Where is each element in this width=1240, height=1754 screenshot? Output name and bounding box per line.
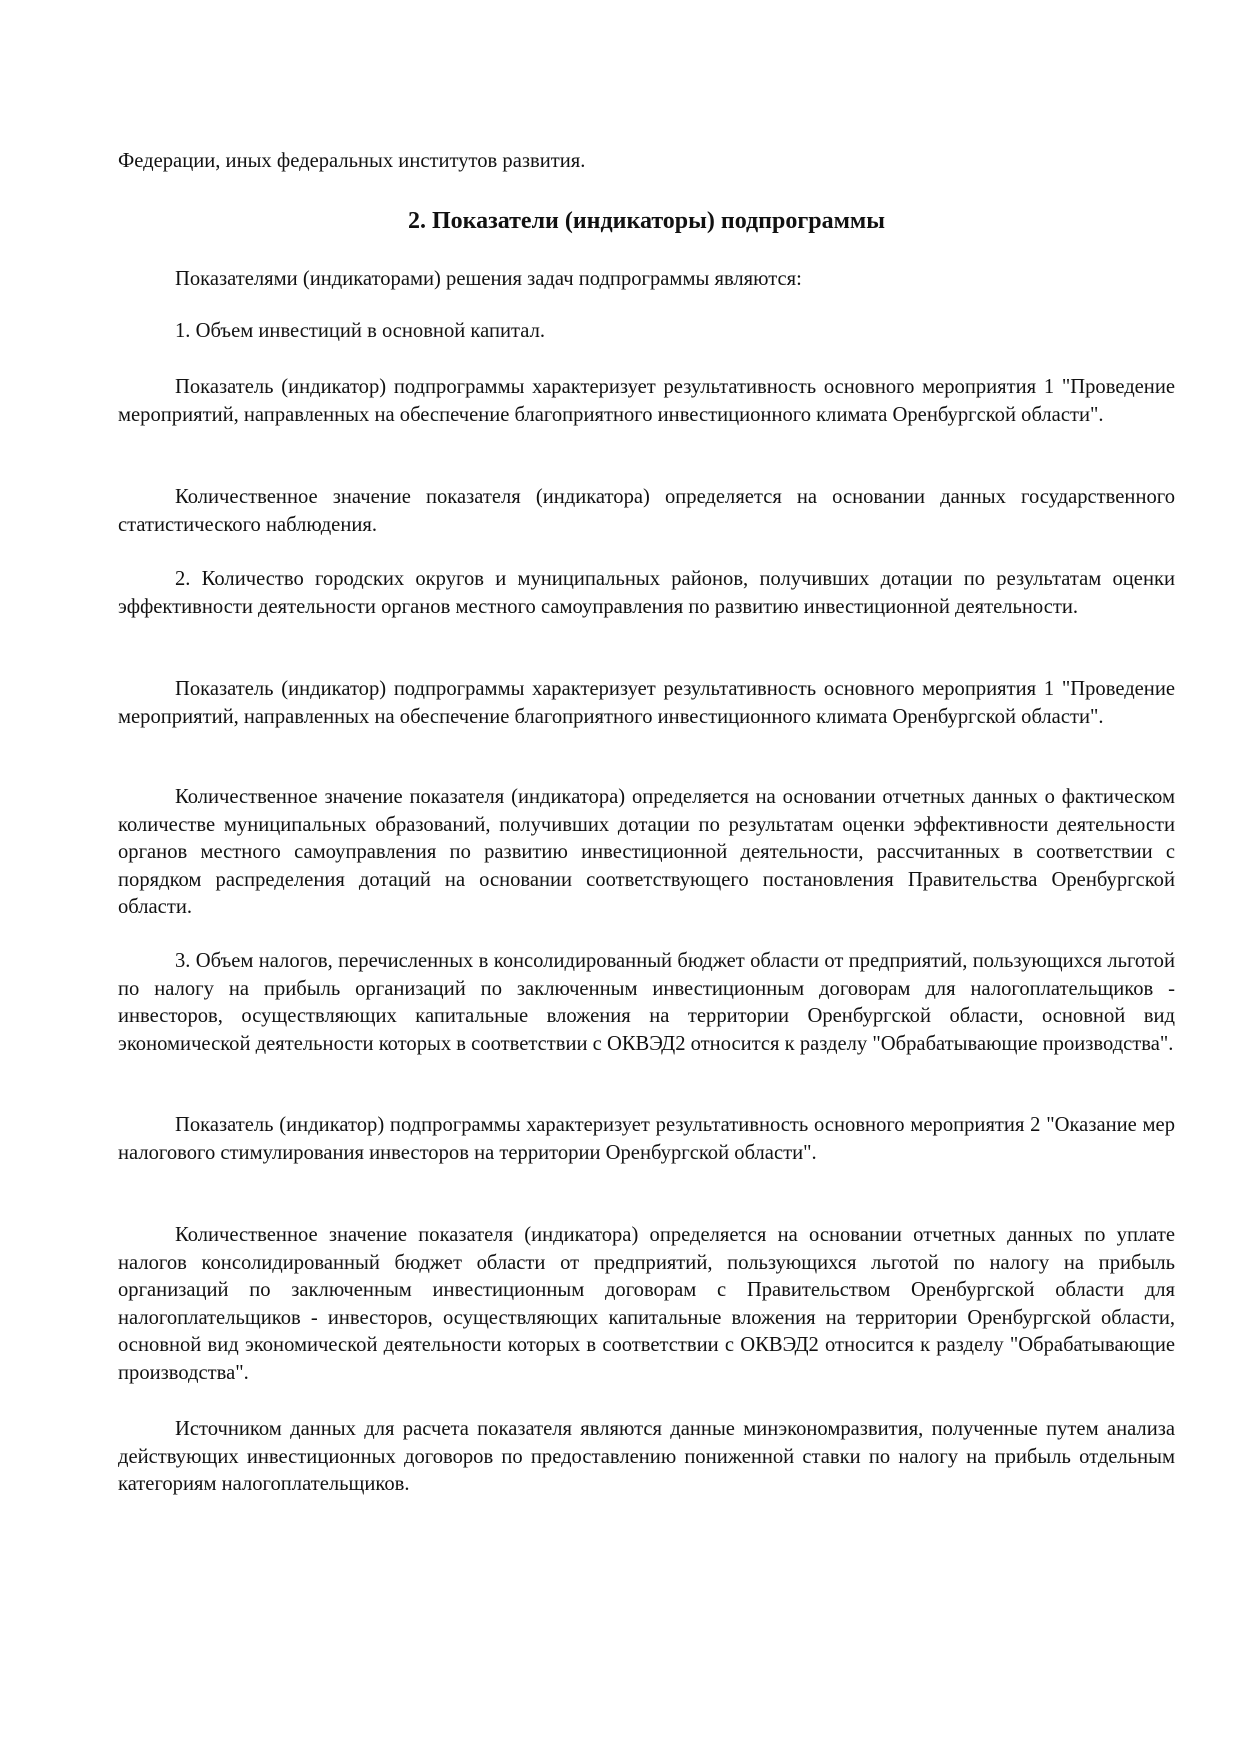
continued-paragraph: Федерации, иных федеральных институтов развития.	[118, 150, 586, 172]
paragraph: 3. Объем налогов, перечисленных в консолидированный бюджет области от предприятий, пользующихся льготой по налогу на прибыль организаций по заключенным инвестиционным договорам для налогоплательщиков - инвесторов, осуществляющих капитальные вложения на территории Оренбургской области, основной вид экономической деятельности которых в соответствии с ОКВЭД2 относится к разделу "Обрабатывающие производства".	[118, 950, 1175, 1055]
paragraph: Показатель (индикатор) подпрограммы характеризует результативность основного мероприятия 2 "Оказание мер налогового стимулирования инвесторов на территории Оренбургской области".	[118, 1114, 1175, 1164]
paragraph: 1. Объем инвестиций в основной капитал.	[175, 320, 546, 342]
section-heading: 2. Показатели (индикаторы) подпрограммы	[407, 208, 886, 234]
paragraph: Показатель (индикатор) подпрограммы характеризует результативность основного мероприятия 1 "Проведение мероприятий, направленных на обеспечение благоприятного инвестиционного климата Оренбургской области".	[118, 376, 1175, 426]
paragraph: Количественное значение показателя (индикатора) определяется на основании отчетных данных о фактическом количестве муниципальных образований, получивших дотации по результатам оценки эффективности деятельности органов местного самоуправления по развитию инвестиционной деятельности, рассчитанных в соответствии с порядком распределения дотаций на основании соответствующего постановления Правительства Оренбургской области.	[118, 786, 1175, 919]
paragraph: Показатель (индикатор) подпрограммы характеризует результативность основного мероприятия 1 "Проведение мероприятий, направленных на обеспечение благоприятного инвестиционного климата Оренбургской области".	[118, 678, 1175, 728]
paragraph: Количественное значение показателя (индикатора) определяется на основании отчетных данных по уплате налогов консолидированный бюджет области от предприятий, пользующихся льготой по налогу на прибыль организаций по заключенным инвестиционным договорам с Правительством Оренбургской области для налогоплательщиков - инвесторов, осуществляющих капитальные вложения на территории Оренбургской области, основной вид экономической деятельности которых в соответствии с ОКВЭД2 относится к разделу "Обрабатывающие производства".	[118, 1224, 1175, 1384]
paragraph: 2. Количество городских округов и муниципальных районов, получивших дотации по результатам оценки эффективности деятельности органов местного самоуправления по развитию инвестиционной деятельности.	[118, 568, 1175, 618]
paragraph: Количественное значение показателя (индикатора) определяется на основании данных государственного статистического наблюдения.	[118, 486, 1175, 536]
paragraph: Показателями (индикаторами) решения задач подпрограммы являются:	[175, 268, 802, 290]
paragraph: Источником данных для расчета показателя являются данные минэкономразвития, полученные путем анализа действующих инвестиционных договоров по предоставлению пониженной ставки по налогу на прибыль отдельным категориям налогоплательщиков.	[118, 1418, 1175, 1496]
